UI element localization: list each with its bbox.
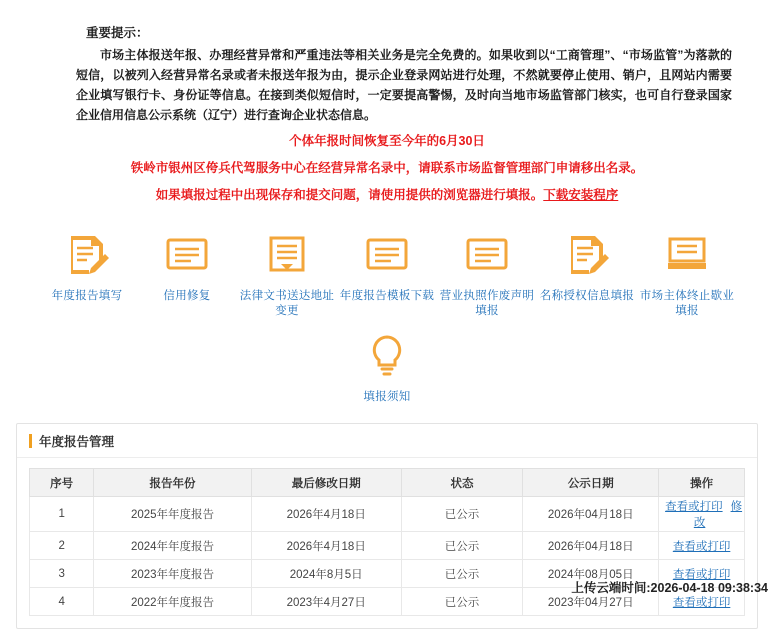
column-header-published: 公示日期 [523, 469, 659, 497]
view-print-link[interactable]: 查看或打印 [672, 568, 731, 581]
cloud-upload-time: 上传云端时间:2026-04-18 09:38:34 [571, 581, 768, 595]
cell-modified: 2026年4月18日 [251, 532, 401, 560]
table-row [30, 497, 745, 532]
notice-red-line-1: 个体年报时间恢复至今年的6月30日 [289, 134, 485, 148]
panel-header [17, 424, 757, 458]
feature-label: 年度报告模板下载 [339, 290, 435, 302]
cell-year: 2023年年度报告 [94, 560, 251, 588]
cell-status: 已公示 [401, 588, 523, 616]
feature-annual-report-fill[interactable] [37, 228, 137, 304]
feature-name-authorize[interactable] [537, 228, 637, 304]
panel-title: 年度报告管理 [39, 434, 115, 449]
feature-label: 名称授权信息填报 [539, 290, 635, 302]
cell-published: 2026年04月18日 [523, 532, 659, 560]
cell-published: 2023年04月27日 [523, 588, 659, 616]
cell-seq: 2 [30, 532, 94, 560]
cell-year: 2025年年度报告 [94, 497, 251, 532]
modify-link[interactable]: 修改 [693, 501, 743, 529]
notice-paragraph: 市场主体报送年报、办理经营异常和严重违法等相关业务是完全免费的。如果收到以“工商管理”、“市场监管”为落款的短信，以被列入经营异常名录或者未报送年报为由，提示企业登录网站进行处理，不然就要停止使用、销户，且网站内需要企业填写银行卡、身份证等信息。在接到类似短信时，一定要提高警惕，及时向当地市场监管部门核实，也可自行登录国家企业信用信息公示系统（辽宁）进行查询企业状态信息。 [76, 48, 732, 122]
cell-status: 已公示 [401, 497, 523, 532]
column-header-year: 报告年份 [94, 469, 251, 497]
feature-credit-repair[interactable] [137, 228, 237, 304]
cell-year: 2024年年度报告 [94, 532, 251, 560]
cell-status: 已公示 [401, 560, 523, 588]
feature-label: 市场主体终止歇业填报 [639, 290, 735, 317]
view-print-link[interactable]: 查看或打印 [672, 596, 731, 609]
notice-title: 重要提示： [86, 26, 149, 40]
notice-red-line-2: 铁岭市银州区侉兵代驾服务中心在经营异常名录中，请联系市场监督管理部门申请移出名录。 [130, 161, 644, 175]
feature-label: 营业执照作废声明填报 [439, 290, 535, 317]
cell-seq: 3 [30, 560, 94, 588]
annual-report-panel [16, 423, 758, 629]
notice-red-line-3 [28, 185, 746, 206]
pencil-doc-icon [537, 228, 637, 280]
view-print-link[interactable]: 查看或打印 [665, 501, 723, 513]
cell-published: 2026年04月18日 [523, 497, 659, 532]
feature-icon-row-2 [0, 329, 774, 405]
feature-label: 填报须知 [363, 391, 411, 403]
column-header-actions: 操作 [659, 469, 745, 497]
view-print-link[interactable]: 查看或打印 [672, 540, 731, 553]
cell-published: 2024年08月05日 [523, 560, 659, 588]
cell-actions [659, 532, 745, 560]
cell-year: 2022年年度报告 [94, 588, 251, 616]
bulb-icon [337, 329, 437, 381]
feature-license-deposit[interactable] [437, 228, 537, 319]
panel-accent-bar [29, 434, 32, 448]
column-header-modified: 最后修改日期 [251, 469, 401, 497]
table-row [30, 532, 745, 560]
feature-label: 信用修复 [163, 290, 211, 302]
lines-doc-icon [337, 228, 437, 280]
lines-doc-icon [137, 228, 237, 280]
feature-legal-doc-address[interactable] [237, 228, 337, 319]
feature-fill-instructions[interactable] [337, 329, 437, 405]
archive-doc-icon [237, 228, 337, 280]
notice-red-line-3-text: 如果填报过程中出现保存和提交问题，请使用提供的浏览器进行填报。 [155, 188, 544, 202]
tray-doc-icon [637, 228, 737, 280]
download-installer-link[interactable]: 下载安装程序 [543, 188, 619, 202]
cell-modified: 2026年4月18日 [251, 497, 401, 532]
cell-seq: 4 [30, 588, 94, 616]
cell-status: 已公示 [401, 532, 523, 560]
column-header-seq: 序号 [30, 469, 94, 497]
lines-doc-icon [437, 228, 537, 280]
feature-icon-row [0, 228, 774, 319]
cell-actions [659, 497, 745, 532]
feature-label: 年度报告填写 [51, 290, 123, 302]
feature-label: 法律文书送达地址变更 [239, 290, 335, 317]
feature-entity-terminate[interactable] [637, 228, 737, 319]
page-root [0, 14, 774, 609]
cell-modified: 2024年8月5日 [251, 560, 401, 588]
important-notice [14, 14, 760, 212]
pencil-doc-icon [37, 228, 137, 280]
table-header-row [30, 469, 745, 497]
feature-annual-report-template[interactable] [337, 228, 437, 304]
cell-seq: 1 [30, 497, 94, 532]
column-header-status: 状态 [401, 469, 523, 497]
cell-modified: 2023年4月27日 [251, 588, 401, 616]
